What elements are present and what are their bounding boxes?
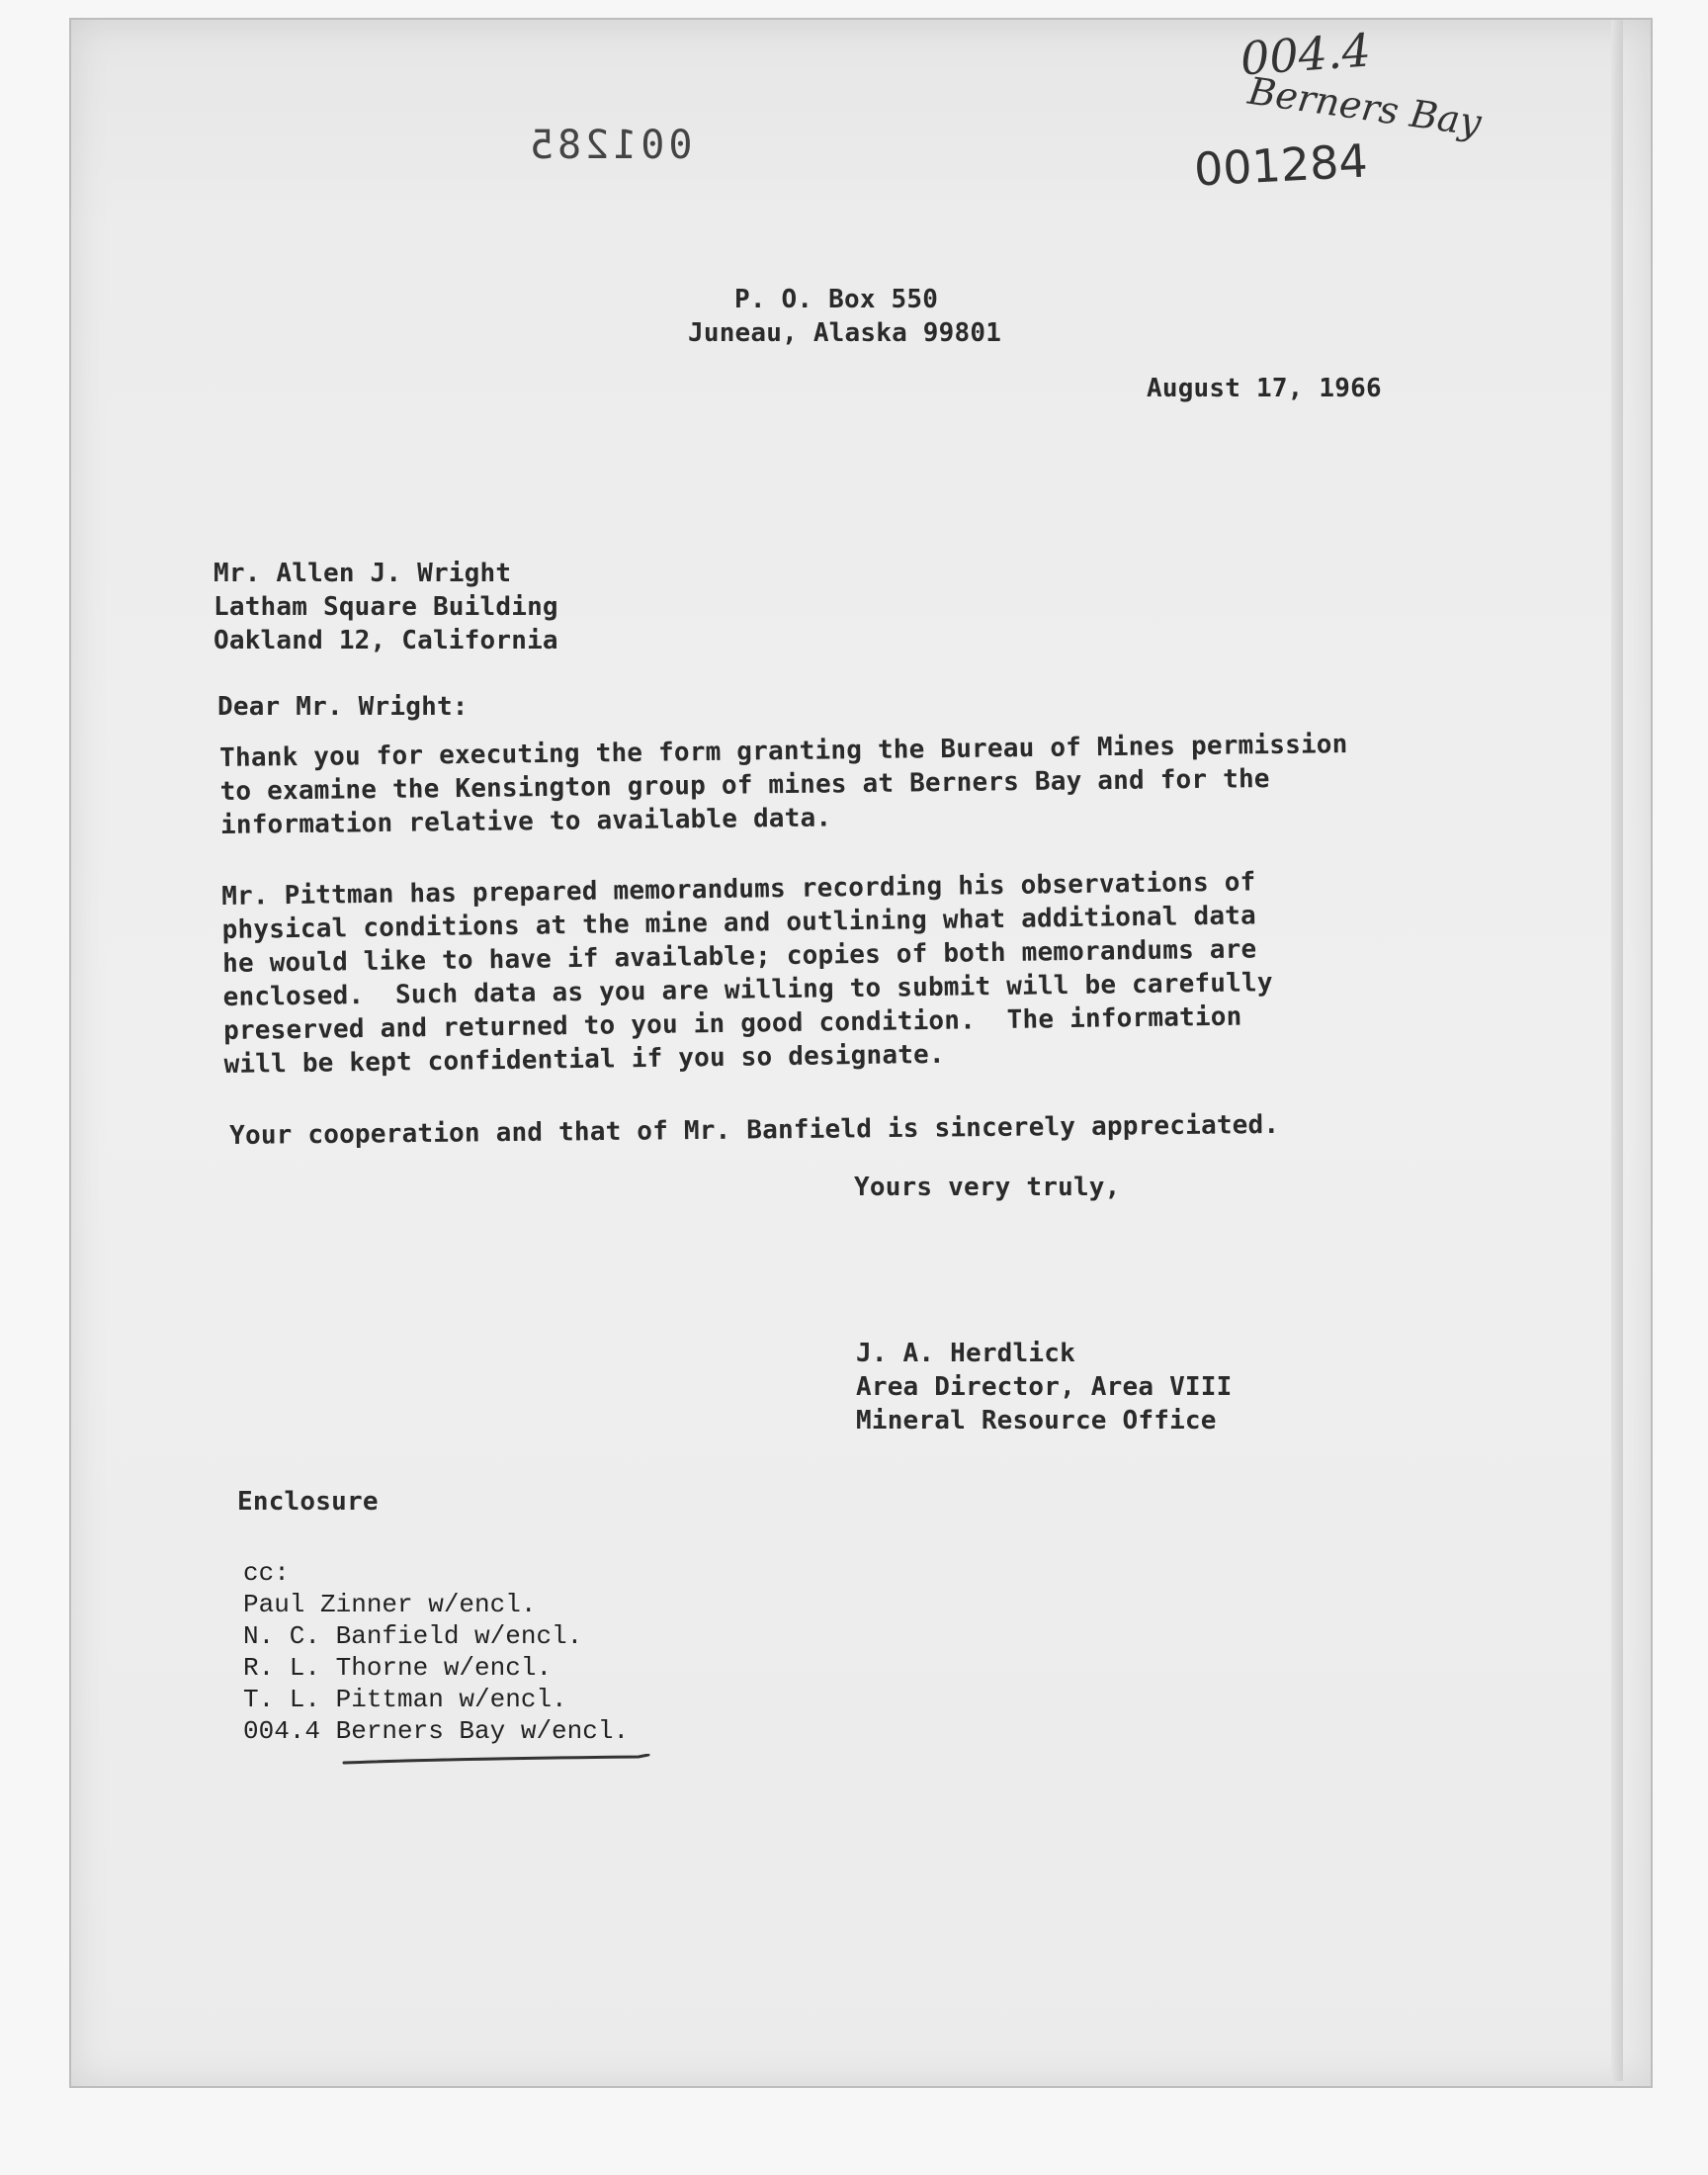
letter-date: August 17, 1966 (1147, 374, 1382, 403)
signer-office: Mineral Resource Office (856, 1406, 1217, 1436)
recipient-address-line2: Oakland 12, California (214, 626, 558, 655)
handwritten-doc-number: 001284 (1192, 133, 1369, 197)
complimentary-close: Yours very truly, (854, 1173, 1121, 1202)
salutation: Dear Mr. Wright: (217, 692, 469, 722)
body-paragraph-2 (221, 867, 1274, 1080)
paragraph-2-line-3: he would like to have if available; copies of both memorandums are (221, 934, 1257, 979)
signer-title: Area Director, Area VIII (856, 1372, 1233, 1402)
cc-recipient: N. C. Banfield w/encl. (243, 1621, 583, 1651)
body-paragraph-1 (219, 730, 1349, 840)
paragraph-2-line-2: physical conditions at the mine and outlining what additional data (221, 901, 1257, 945)
cc-label: cc: (243, 1558, 290, 1588)
recipient-name: Mr. Allen J. Wright (214, 559, 512, 588)
paragraph-1-line-1: Thank you for executing the form granting the Bureau of Mines permission (219, 730, 1348, 773)
cc-recipient: Paul Zinner w/encl. (243, 1590, 537, 1619)
paragraph-3-line-1: Your cooperation and that of Mr. Banfield is sincerely appreciated. (229, 1109, 1280, 1151)
handwritten-underline (342, 1754, 650, 1768)
cc-recipient: T. L. Pittman w/encl. (243, 1685, 567, 1714)
sender-address-line2: Juneau, Alaska 99801 (688, 318, 1002, 348)
paragraph-2-line-5: preserved and returned to you in good condition. The information (222, 1001, 1242, 1046)
enclosure-notation: Enclosure (237, 1487, 379, 1517)
handwritten-file-number: 004.4 (1238, 23, 1373, 86)
paragraph-2-line-4: enclosed. Such data as you are willing to submit will be carefully (222, 968, 1273, 1012)
cc-recipient: R. L. Thorne w/encl. (243, 1653, 553, 1683)
paragraph-2-line-6: will be kept confidential if you so designate. (223, 1039, 945, 1080)
handwritten-file-subject: Berners Bay (1245, 68, 1485, 145)
sender-address-line1: P. O. Box 550 (734, 285, 939, 314)
recipient-address-line1: Latham Square Building (214, 592, 558, 622)
paper-edge (1611, 20, 1623, 2081)
bleed-through-stamp-number: 001285 (526, 123, 693, 168)
signer-name: J. A. Herdlick (856, 1339, 1075, 1368)
paragraph-1-line-2: to examine the Kensington group of mines at Berners Bay and for the (219, 764, 1270, 807)
paragraph-2-line-1: Mr. Pittman has prepared memorandums recording his observations of (221, 867, 1256, 912)
paragraph-1-line-3: information relative to available data. (219, 803, 832, 840)
cc-recipient: 004.4 Berners Bay w/encl. (243, 1716, 630, 1746)
